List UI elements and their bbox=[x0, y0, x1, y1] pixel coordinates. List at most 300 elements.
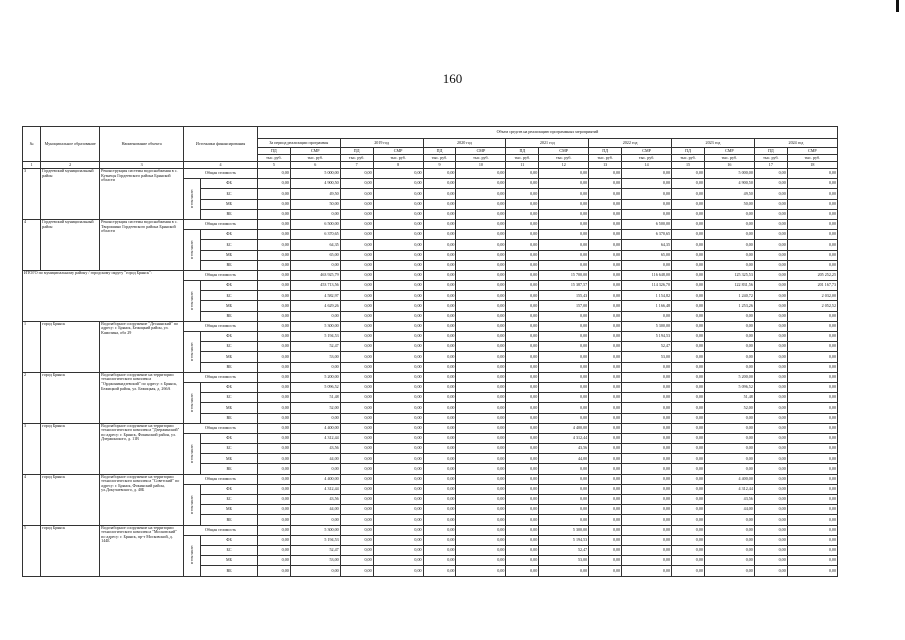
amount-cell: 0,00 bbox=[257, 332, 290, 342]
amount-cell: 0,00 bbox=[257, 230, 290, 240]
amount-cell: 0,00 bbox=[456, 484, 506, 494]
amount-cell: 0,00 bbox=[754, 525, 787, 535]
amount-cell: 0,00 bbox=[589, 270, 622, 280]
amount-cell: 0,00 bbox=[754, 464, 787, 474]
amount-cell: 0,00 bbox=[539, 474, 589, 484]
amount-cell: 0,00 bbox=[589, 260, 622, 270]
amount-cell: 0,00 bbox=[672, 464, 705, 474]
vertical-label-text: в том числе: bbox=[189, 239, 194, 259]
amount-cell: 122 831,56 bbox=[704, 281, 754, 291]
header-unit: тыс. руб. bbox=[672, 155, 705, 162]
amount-cell: 0,00 bbox=[539, 332, 589, 342]
amount-cell: 0,00 bbox=[340, 464, 373, 474]
amount-cell: 0,00 bbox=[704, 454, 754, 464]
header-pd: ПД bbox=[672, 148, 705, 155]
amount-cell: 0,00 bbox=[672, 199, 705, 209]
amount-cell: 0,00 bbox=[704, 311, 754, 321]
table-row-total bbox=[23, 321, 838, 331]
amount-cell: 0,00 bbox=[373, 505, 423, 515]
amount-cell: 0,00 bbox=[672, 525, 705, 535]
amount-cell: 0,00 bbox=[589, 403, 622, 413]
amount-cell: 0,00 bbox=[787, 423, 837, 433]
funding-source: МБ bbox=[201, 301, 258, 311]
amount-cell: 0,00 bbox=[373, 525, 423, 535]
header-pd: ПД bbox=[754, 148, 787, 155]
amount-cell: 0,00 bbox=[340, 474, 373, 484]
vertical-label-text: в том числе: bbox=[189, 392, 194, 412]
amount-cell: 0,00 bbox=[456, 240, 506, 250]
amount-cell: 0,00 bbox=[589, 413, 622, 423]
amount-cell: 0,00 bbox=[672, 403, 705, 413]
amount-cell: 0,00 bbox=[622, 362, 672, 372]
amount-cell: 0,00 bbox=[423, 169, 456, 179]
amount-cell: 0,00 bbox=[257, 301, 290, 311]
amount-cell: 0,00 bbox=[423, 433, 456, 443]
amount-cell: 0,00 bbox=[506, 189, 539, 199]
amount-cell: 0,00 bbox=[423, 505, 456, 515]
header-year: 2020 год bbox=[423, 139, 506, 148]
amount-cell: 0,00 bbox=[506, 270, 539, 280]
amount-cell: 0,00 bbox=[257, 179, 290, 189]
amount-cell: 0,00 bbox=[257, 321, 290, 331]
amount-cell: 116 648,00 bbox=[622, 270, 672, 280]
amount-cell: 0,00 bbox=[373, 413, 423, 423]
funding-source: МБ bbox=[201, 352, 258, 362]
amount-cell: 0,00 bbox=[340, 454, 373, 464]
amount-cell: 0,00 bbox=[704, 525, 754, 535]
amount-cell: 0,00 bbox=[423, 301, 456, 311]
amount-cell: 0,00 bbox=[539, 515, 589, 525]
amount-cell: 0,00 bbox=[456, 311, 506, 321]
amount-cell: 0,00 bbox=[456, 433, 506, 443]
amount-cell: 0,00 bbox=[754, 291, 787, 301]
program-table-container bbox=[22, 126, 838, 577]
amount-cell: 2 052,52 bbox=[787, 301, 837, 311]
amount-cell: 5 300,00 bbox=[622, 321, 672, 331]
funding-source: БС bbox=[201, 342, 258, 352]
amount-cell: 0,00 bbox=[456, 169, 506, 179]
amount-cell: 0,00 bbox=[456, 505, 506, 515]
amount-cell: 0,00 bbox=[787, 403, 837, 413]
amount-cell: 0,00 bbox=[589, 332, 622, 342]
amount-cell: 0,00 bbox=[539, 352, 589, 362]
amount-cell: 0,00 bbox=[754, 179, 787, 189]
municipality-name: город Брянск bbox=[41, 525, 100, 576]
amount-cell: 0,00 bbox=[257, 281, 290, 291]
amount-cell: 0,00 bbox=[423, 352, 456, 362]
amount-cell: 0,00 bbox=[506, 352, 539, 362]
amount-cell: 0,00 bbox=[373, 433, 423, 443]
amount-cell: 114 326,70 bbox=[622, 281, 672, 291]
object-name: Водозаборное сооружение на территории технологического комплекса "Орджоникидзевский" по адресу: г. Брянск, Бежицкий район, ул. Бежицкая, д. 266А bbox=[100, 372, 184, 423]
amount-cell: 0,00 bbox=[539, 311, 589, 321]
amount-cell: 0,00 bbox=[589, 240, 622, 250]
amount-cell: 0,00 bbox=[754, 545, 787, 555]
amount-cell: 0,00 bbox=[340, 219, 373, 229]
funding-source: БС bbox=[201, 495, 258, 505]
amount-cell: 0,00 bbox=[506, 464, 539, 474]
amount-cell: 0,00 bbox=[373, 464, 423, 474]
amount-cell: 0,00 bbox=[754, 189, 787, 199]
amount-cell: 0,00 bbox=[787, 556, 837, 566]
amount-cell: 64,35 bbox=[290, 240, 340, 250]
amount-cell: 0,00 bbox=[257, 525, 290, 535]
amount-cell: 0,00 bbox=[787, 199, 837, 209]
amount-cell: 0,00 bbox=[672, 393, 705, 403]
funding-source: ВБ bbox=[201, 362, 258, 372]
amount-cell: 0,00 bbox=[589, 382, 622, 392]
header-year: 2019 год bbox=[340, 139, 423, 148]
amount-cell: 0,00 bbox=[373, 342, 423, 352]
amount-cell: 0,00 bbox=[340, 260, 373, 270]
amount-cell: 49,50 bbox=[704, 189, 754, 199]
amount-cell: 0,00 bbox=[506, 209, 539, 219]
amount-cell: 157,00 bbox=[539, 301, 589, 311]
amount-cell: 0,00 bbox=[589, 321, 622, 331]
amount-cell: 0,00 bbox=[672, 515, 705, 525]
funding-source: МБ bbox=[201, 556, 258, 566]
amount-cell: 0,00 bbox=[423, 444, 456, 454]
amount-cell: 0,00 bbox=[456, 464, 506, 474]
amount-cell: 0,00 bbox=[373, 454, 423, 464]
amount-cell: 0,00 bbox=[704, 423, 754, 433]
amount-cell: 0,00 bbox=[373, 495, 423, 505]
amount-cell: 0,00 bbox=[506, 413, 539, 423]
amount-cell: 0,00 bbox=[672, 352, 705, 362]
amount-cell: 0,00 bbox=[589, 291, 622, 301]
amount-cell: 0,00 bbox=[672, 505, 705, 515]
amount-cell: 0,00 bbox=[423, 281, 456, 291]
amount-cell: 0,00 bbox=[539, 321, 589, 331]
amount-cell: 0,00 bbox=[257, 393, 290, 403]
amount-cell: 0,00 bbox=[373, 281, 423, 291]
amount-cell: 0,00 bbox=[340, 362, 373, 372]
amount-cell: 0,00 bbox=[423, 393, 456, 403]
vertical-label bbox=[184, 535, 201, 576]
amount-cell: 0,00 bbox=[787, 444, 837, 454]
amount-cell: 0,00 bbox=[589, 352, 622, 362]
amount-cell: 4 400,00 bbox=[704, 474, 754, 484]
amount-cell: 0,00 bbox=[539, 250, 589, 260]
amount-cell: 64,35 bbox=[622, 240, 672, 250]
amount-cell: 4 312,44 bbox=[290, 433, 340, 443]
amount-cell: 0,00 bbox=[622, 454, 672, 464]
header-column-number: 3 bbox=[100, 162, 184, 169]
amount-cell: 0,00 bbox=[257, 291, 290, 301]
amount-cell: 0,00 bbox=[622, 566, 672, 576]
amount-cell: 0,00 bbox=[456, 525, 506, 535]
amount-cell: 0,00 bbox=[257, 260, 290, 270]
amount-cell: 0,00 bbox=[622, 505, 672, 515]
amount-cell: 0,00 bbox=[423, 230, 456, 240]
amount-cell: 0,00 bbox=[423, 495, 456, 505]
amount-cell: 0,00 bbox=[506, 484, 539, 494]
amount-cell: 0,00 bbox=[704, 433, 754, 443]
table-row-total bbox=[23, 372, 838, 382]
header-column-number: 18 bbox=[787, 162, 837, 169]
amount-cell: 0,00 bbox=[787, 495, 837, 505]
amount-cell: 0,00 bbox=[539, 219, 589, 229]
amount-cell: 0,00 bbox=[754, 403, 787, 413]
amount-cell: 0,00 bbox=[754, 515, 787, 525]
amount-cell: 0,00 bbox=[754, 199, 787, 209]
amount-cell: 5 194,53 bbox=[539, 535, 589, 545]
amount-cell: 0,00 bbox=[672, 301, 705, 311]
amount-cell: 0,00 bbox=[423, 332, 456, 342]
funding-source: ФБ bbox=[201, 484, 258, 494]
amount-cell: 0,00 bbox=[423, 270, 456, 280]
amount-cell: 125 325,53 bbox=[704, 270, 754, 280]
amount-cell: 0,00 bbox=[257, 250, 290, 260]
amount-cell: 0,00 bbox=[373, 301, 423, 311]
row-number: 1 bbox=[23, 321, 41, 372]
amount-cell: 0,00 bbox=[622, 169, 672, 179]
amount-cell: 0,00 bbox=[373, 311, 423, 321]
amount-cell: 0,00 bbox=[539, 413, 589, 423]
amount-cell: 0,00 bbox=[456, 474, 506, 484]
amount-cell: 0,00 bbox=[787, 464, 837, 474]
amount-cell: 0,00 bbox=[754, 311, 787, 321]
amount-cell: 0,00 bbox=[373, 515, 423, 525]
amount-cell: 0,00 bbox=[340, 230, 373, 240]
header-column-number: 2 bbox=[41, 162, 100, 169]
amount-cell: 0,00 bbox=[373, 199, 423, 209]
total-cost-label: Общая стоимость bbox=[184, 169, 258, 179]
amount-cell: 50,00 bbox=[704, 199, 754, 209]
amount-cell: 0,00 bbox=[456, 250, 506, 260]
header-column-number: 11 bbox=[506, 162, 539, 169]
funding-source: ВБ bbox=[201, 566, 258, 576]
total-cost-label: Общая стоимость bbox=[184, 525, 258, 535]
object-name: Водозаборное сооружение на территории технологического комплекса "Московский" по адресу: г. Брянск, пр-т Московский, д. 144Б bbox=[100, 525, 184, 576]
vertical-label bbox=[184, 382, 201, 423]
header-column-number: 14 bbox=[622, 162, 672, 169]
header-pd: ПД bbox=[589, 148, 622, 155]
amount-cell: 0,00 bbox=[423, 311, 456, 321]
header-funding-source: Источники финансирования bbox=[184, 127, 258, 162]
amount-cell: 43,56 bbox=[290, 444, 340, 454]
amount-cell: 0,00 bbox=[340, 566, 373, 576]
amount-cell: 0,00 bbox=[704, 342, 754, 352]
funding-source: МБ bbox=[201, 199, 258, 209]
header-column-number: 5 bbox=[257, 162, 290, 169]
amount-cell: 0,00 bbox=[787, 179, 837, 189]
amount-cell: 52,47 bbox=[290, 342, 340, 352]
header-year: 2022 год bbox=[589, 139, 672, 148]
amount-cell: 0,00 bbox=[539, 240, 589, 250]
amount-cell: 0,00 bbox=[506, 250, 539, 260]
funding-source: МБ bbox=[201, 403, 258, 413]
header-unit: тыс. руб. bbox=[423, 155, 456, 162]
amount-cell: 0,00 bbox=[506, 515, 539, 525]
amount-cell: 0,00 bbox=[506, 169, 539, 179]
amount-cell: 0,00 bbox=[340, 301, 373, 311]
amount-cell: 0,00 bbox=[754, 342, 787, 352]
amount-cell: 0,00 bbox=[423, 454, 456, 464]
header-column-number: 13 bbox=[589, 162, 622, 169]
amount-cell: 0,00 bbox=[506, 301, 539, 311]
amount-cell: 0,00 bbox=[456, 281, 506, 291]
amount-cell: 0,00 bbox=[672, 240, 705, 250]
amount-cell: 0,00 bbox=[257, 444, 290, 454]
amount-cell: 0,00 bbox=[456, 423, 506, 433]
amount-cell: 0,00 bbox=[754, 362, 787, 372]
amount-cell: 0,00 bbox=[622, 393, 672, 403]
amount-cell: 0,00 bbox=[754, 250, 787, 260]
amount-cell: 0,00 bbox=[672, 413, 705, 423]
header-year: 2023 год bbox=[672, 139, 755, 148]
amount-cell: 53,00 bbox=[290, 352, 340, 362]
amount-cell: 0,00 bbox=[340, 189, 373, 199]
amount-cell: 4 400,00 bbox=[290, 474, 340, 484]
amount-cell: 4 900,50 bbox=[290, 179, 340, 189]
amount-cell: 0,00 bbox=[373, 179, 423, 189]
amount-cell: 0,00 bbox=[754, 413, 787, 423]
header-smr: СМР bbox=[373, 148, 423, 155]
amount-cell: 0,00 bbox=[589, 535, 622, 545]
amount-cell: 0,00 bbox=[539, 209, 589, 219]
amount-cell: 0,00 bbox=[622, 199, 672, 209]
amount-cell: 0,00 bbox=[257, 169, 290, 179]
amount-cell: 0,00 bbox=[589, 372, 622, 382]
header-smr: СМР bbox=[704, 148, 754, 155]
amount-cell: 0,00 bbox=[257, 464, 290, 474]
amount-cell: 0,00 bbox=[257, 495, 290, 505]
amount-cell: 0,00 bbox=[754, 209, 787, 219]
amount-cell: 52,47 bbox=[539, 545, 589, 555]
amount-cell: 0,00 bbox=[340, 484, 373, 494]
amount-cell: 0,00 bbox=[456, 291, 506, 301]
amount-cell: 0,00 bbox=[290, 413, 340, 423]
amount-cell: 0,00 bbox=[456, 362, 506, 372]
amount-cell: 0,00 bbox=[589, 169, 622, 179]
amount-cell: 0,00 bbox=[423, 372, 456, 382]
amount-cell: 0,00 bbox=[257, 413, 290, 423]
amount-cell: 0,00 bbox=[589, 495, 622, 505]
amount-cell: 0,00 bbox=[340, 525, 373, 535]
amount-cell: 0,00 bbox=[622, 515, 672, 525]
amount-cell: 0,00 bbox=[622, 311, 672, 321]
amount-cell: 0,00 bbox=[672, 311, 705, 321]
amount-cell: 0,00 bbox=[754, 219, 787, 229]
amount-cell: 0,00 bbox=[373, 250, 423, 260]
amount-cell: 0,00 bbox=[257, 372, 290, 382]
amount-cell: 0,00 bbox=[704, 352, 754, 362]
table-row-total bbox=[23, 270, 838, 280]
amount-cell: 0,00 bbox=[506, 311, 539, 321]
amount-cell: 0,00 bbox=[787, 474, 837, 484]
amount-cell: 0,00 bbox=[672, 260, 705, 270]
total-cost-label: Общая стоимость bbox=[184, 321, 258, 331]
amount-cell: 0,00 bbox=[506, 342, 539, 352]
amount-cell: 0,00 bbox=[704, 413, 754, 423]
amount-cell: 0,00 bbox=[754, 484, 787, 494]
header-unit: тыс. руб. bbox=[622, 155, 672, 162]
amount-cell: 0,00 bbox=[423, 250, 456, 260]
header-pd: ПД bbox=[340, 148, 373, 155]
amount-cell: 0,00 bbox=[787, 566, 837, 576]
amount-cell: 0,00 bbox=[539, 169, 589, 179]
amount-cell: 0,00 bbox=[622, 535, 672, 545]
vertical-label bbox=[184, 179, 201, 220]
amount-cell: 0,00 bbox=[506, 525, 539, 535]
header-unit: тыс. руб. bbox=[589, 155, 622, 162]
amount-cell: 0,00 bbox=[423, 566, 456, 576]
amount-cell: 0,00 bbox=[672, 556, 705, 566]
amount-cell: 0,00 bbox=[622, 464, 672, 474]
itogo-label: ИТОГО по муниципальному району / городскому округу "город Брянск": bbox=[23, 270, 184, 321]
amount-cell: 0,00 bbox=[704, 464, 754, 474]
amount-cell: 0,00 bbox=[373, 291, 423, 301]
vertical-label bbox=[184, 230, 201, 271]
amount-cell: 0,00 bbox=[754, 169, 787, 179]
amount-cell: 0,00 bbox=[506, 240, 539, 250]
amount-cell: 0,00 bbox=[257, 219, 290, 229]
table-body bbox=[23, 169, 838, 577]
amount-cell: 0,00 bbox=[787, 240, 837, 250]
amount-cell: 0,00 bbox=[257, 454, 290, 464]
amount-cell: 0,00 bbox=[456, 179, 506, 189]
header-object: Наименование объекта bbox=[100, 127, 184, 162]
header-column-number: 10 bbox=[456, 162, 506, 169]
amount-cell: 0,00 bbox=[506, 566, 539, 576]
amount-cell: 5 096,52 bbox=[704, 382, 754, 392]
funding-source: ВБ bbox=[201, 515, 258, 525]
amount-cell: 0,00 bbox=[373, 423, 423, 433]
header-unit: тыс. руб. bbox=[290, 155, 340, 162]
amount-cell: 0,00 bbox=[257, 535, 290, 545]
amount-cell: 0,00 bbox=[340, 169, 373, 179]
amount-cell: 5 300,00 bbox=[290, 321, 340, 331]
amount-cell: 0,00 bbox=[373, 270, 423, 280]
amount-cell: 0,00 bbox=[704, 230, 754, 240]
amount-cell: 0,00 bbox=[672, 474, 705, 484]
header-column-number: 4 bbox=[184, 162, 258, 169]
amount-cell: 0,00 bbox=[423, 189, 456, 199]
amount-cell: 0,00 bbox=[340, 495, 373, 505]
amount-cell: 0,00 bbox=[290, 464, 340, 474]
amount-cell: 0,00 bbox=[622, 413, 672, 423]
amount-cell: 0,00 bbox=[704, 321, 754, 331]
row-number: 3 bbox=[23, 169, 41, 220]
municipality-name: город Брянск bbox=[41, 474, 100, 525]
amount-cell: 0,00 bbox=[373, 169, 423, 179]
amount-cell: 0,00 bbox=[754, 321, 787, 331]
funding-source: БС bbox=[201, 444, 258, 454]
amount-cell: 0,00 bbox=[589, 342, 622, 352]
amount-cell: 43,56 bbox=[539, 444, 589, 454]
funding-source: МБ bbox=[201, 454, 258, 464]
header-column-number: 12 bbox=[539, 162, 589, 169]
amount-cell: 0,00 bbox=[290, 566, 340, 576]
amount-cell: 0,00 bbox=[456, 413, 506, 423]
table-header bbox=[23, 127, 838, 169]
amount-cell: 0,00 bbox=[672, 362, 705, 372]
amount-cell: 0,00 bbox=[787, 209, 837, 219]
amount-cell: 0,00 bbox=[257, 505, 290, 515]
amount-cell: 0,00 bbox=[672, 423, 705, 433]
amount-cell: 0,00 bbox=[754, 495, 787, 505]
amount-cell: 0,00 bbox=[672, 454, 705, 464]
municipality-name: Гордеевский муниципальный район bbox=[41, 169, 100, 220]
amount-cell: 0,00 bbox=[539, 362, 589, 372]
municipality-name: Гордеевский муниципальный район bbox=[41, 219, 100, 270]
amount-cell: 0,00 bbox=[506, 199, 539, 209]
amount-cell: 5 194,53 bbox=[622, 332, 672, 342]
amount-cell: 0,00 bbox=[373, 372, 423, 382]
amount-cell: 0,00 bbox=[506, 444, 539, 454]
amount-cell: 0,00 bbox=[754, 566, 787, 576]
